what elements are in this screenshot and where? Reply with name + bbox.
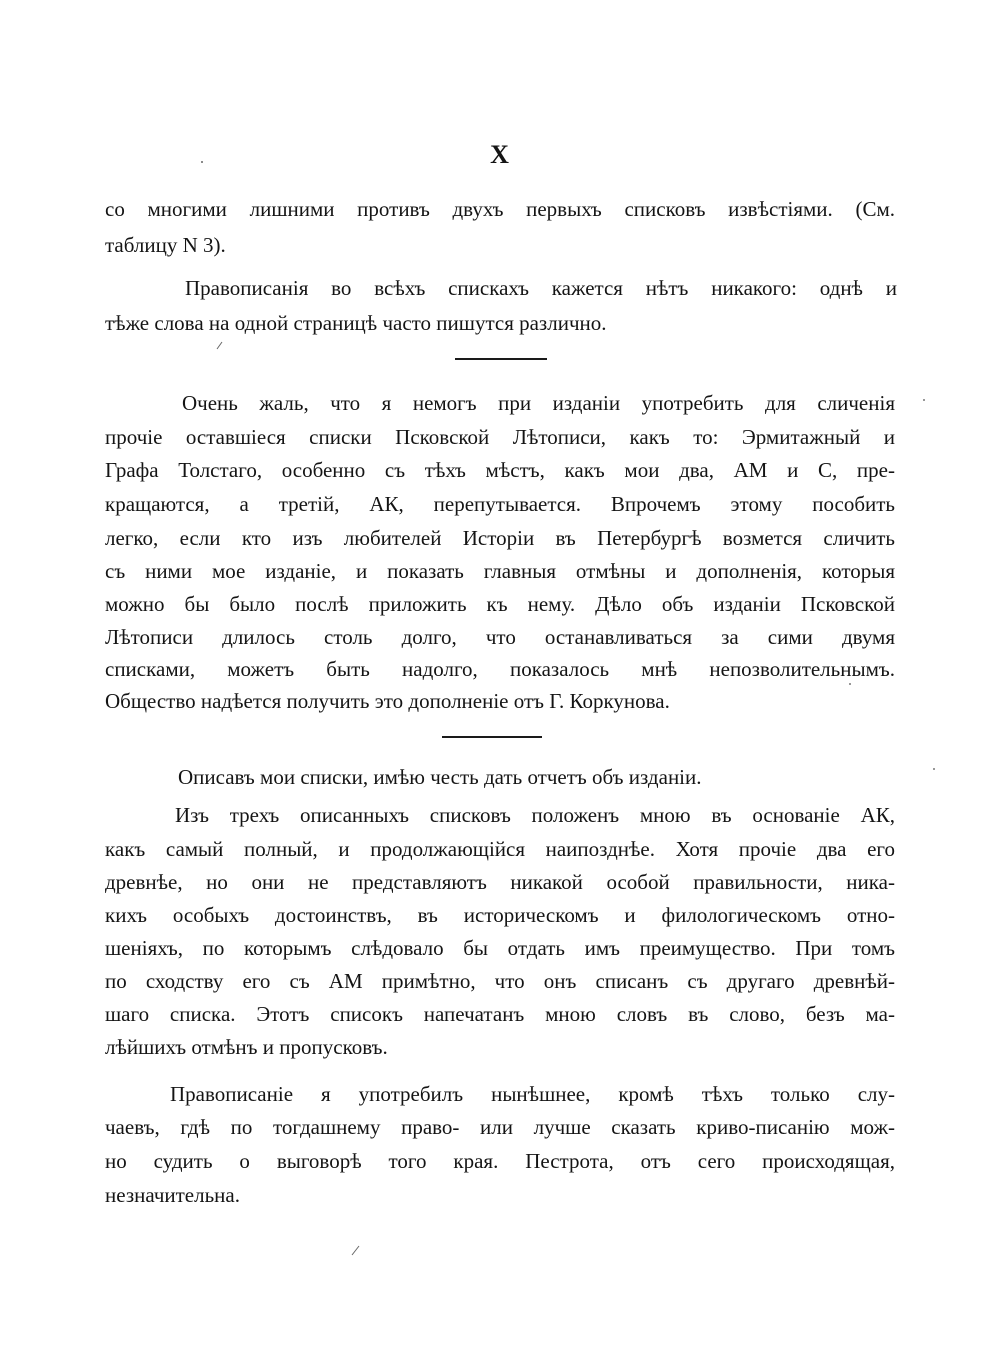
text-line: какъ самый полный, и продолжающійся наипозднѣе. Хотя прочіе два его: [105, 837, 895, 861]
text-line: таблицу N 3).: [105, 233, 226, 257]
section-divider: [455, 358, 547, 360]
text-line: списками, можетъ быть надолго, показалось мнѣ непозволительнымъ.: [105, 657, 895, 681]
text-line: кихъ особыхъ достоинствъ, въ историческомъ и филологическомъ отно-: [105, 903, 895, 927]
text-line: незначительна.: [105, 1183, 240, 1207]
text-line: Описавъ мои списки, имѣю честь дать отчетъ объ изданіи.: [178, 765, 702, 789]
text-line: съ ними мое изданіе, и показать главныя отмѣны и дополненія, которыя: [105, 559, 895, 583]
text-line: Правописанія во всѣхъ спискахъ кажется нѣтъ никакого: однѣ и: [185, 276, 897, 300]
scan-speck: [848, 682, 852, 686]
scan-speck: [200, 160, 204, 164]
scan-speck: [932, 767, 936, 771]
text-line: лѣйшихъ отмѣнъ и пропусковъ.: [105, 1035, 388, 1059]
text-line: но судить о выговорѣ того края. Пестрота, отъ сего происходящая,: [105, 1149, 895, 1173]
text-line: Очень жаль, что я немогъ при изданіи употребить для сличенія: [182, 391, 895, 415]
text-line: по сходству его съ АМ примѣтно, что онъ списанъ съ другаго древнѣй-: [105, 969, 895, 993]
text-line: со многими лишними противъ двухъ первыхъ списковъ извѣстіями. (См.: [105, 197, 895, 221]
text-line: Графа Толстаго, особенно съ тѣхъ мѣстъ, какъ мои два, АМ и С, пре-: [105, 458, 895, 482]
text-line: Общество надѣется получить это дополненіе отъ Г. Коркунова.: [105, 689, 670, 713]
text-line: чаевъ, гдѣ по тогдашнему право- или лучше сказать криво-писанію мож-: [105, 1115, 895, 1139]
text-line: древнѣе, но они не представляютъ никакой особой правильности, ника-: [105, 870, 895, 894]
section-divider: [442, 736, 542, 738]
text-line: Изъ трехъ описанныхъ списковъ положенъ мною въ основаніе АК,: [175, 803, 895, 827]
text-line: прочіе оставшіеся списки Псковской Лѣтописи, какъ то: Эрмитажный и: [105, 425, 895, 449]
text-line: легко, если кто изъ любителей Исторіи въ Петербургѣ возмется сличить: [105, 526, 895, 550]
text-line: шаго списка. Этотъ списокъ напечатанъ мною словъ въ слово, безъ ма-: [105, 1002, 895, 1026]
page-number: X: [490, 140, 510, 169]
scan-speck: [215, 340, 225, 350]
scan-speck: [350, 1244, 362, 1256]
scan-speck: [922, 398, 926, 402]
text-line: кращаются, а третій, АК, перепутывается. Впрочемъ этому пособить: [105, 492, 895, 516]
text-line: Лѣтописи длилось столь долго, что останавливаться за сими двумя: [105, 625, 895, 649]
text-line: тѣже слова на одной страницѣ часто пишутся различно.: [105, 311, 607, 335]
text-line: можно бы было послѣ приложить къ нему. Дѣло объ изданіи Псковской: [105, 592, 895, 616]
text-line: шеніяхъ, по которымъ слѣдовало бы отдать имъ преимущество. При томъ: [105, 936, 895, 960]
text-line: Правописаніе я употребилъ нынѣшнее, кромѣ тѣхъ только слу-: [170, 1082, 895, 1106]
